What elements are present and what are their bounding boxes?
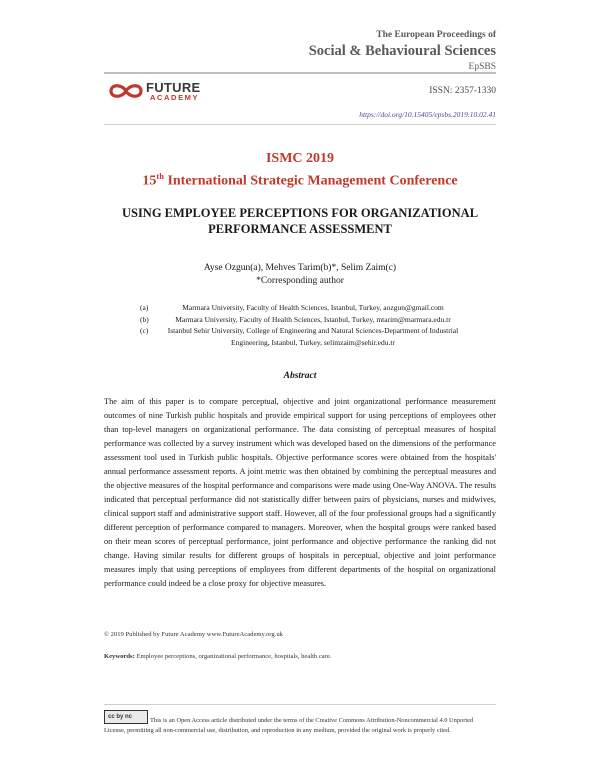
- affiliation-text: Istanbul Sehir University, College of Engineering and Natural Sciences-Department of Industrial Engineering, Istanbul, Turkey, selimzaim@sehir.edu.tr: [167, 326, 459, 347]
- footer-divider: [104, 704, 496, 705]
- infinity-icon: [108, 82, 144, 100]
- keywords: [104, 653, 332, 660]
- conference-name: International Strategic Management Conference: [167, 173, 458, 189]
- journal-name: Social & Behavioural Sciences: [308, 43, 496, 59]
- conference-title: [0, 171, 600, 190]
- journal-abbrev: EpSBS: [468, 62, 496, 72]
- conference-short: ISMC 2019: [265, 151, 335, 166]
- keywords-text: Employee perceptions, organizational performance, hospitals, health care.: [136, 653, 332, 660]
- conference-number: 15: [142, 173, 157, 189]
- author-names: Ayse Ozgun(a), Mehves Tarim(b)*, Selim Zaim(c): [203, 263, 397, 273]
- affiliation-label: (a): [140, 303, 149, 312]
- journal-header: [309, 30, 496, 72]
- paper-title-line-1: USING EMPLOYEE PERCEPTIONS FOR ORGANIZATIONAL: [121, 206, 479, 220]
- doi-link[interactable]: https://doi.org/10.15405/epsbs.2019.10.02.41: [359, 110, 496, 119]
- affiliation-text: Marmara University, Faculty of Health Sciences, Istanbul, Turkey, mtarim@marmara.edu.tr: [175, 314, 451, 324]
- authors: [0, 262, 600, 288]
- journal-line-1: The European Proceedings of: [376, 30, 496, 40]
- creative-commons-badge-icon: [104, 710, 148, 724]
- affiliation-b: [140, 314, 470, 326]
- affiliation-text: Marmara University, Faculty of Health Sciences, Istanbul, Turkey, aozgun@gmail.com: [182, 303, 444, 312]
- license-text: This is an Open Access article distributed under the terms of the Creative Commons Attribution-Noncommercial 4.0 Unported License, permitting all non-commercial use, distribution, and reproduction in any medium, provided the original work is properly cited.: [104, 717, 474, 734]
- affiliations: [140, 302, 470, 348]
- affiliation-label: (c): [140, 326, 149, 335]
- license-notice: [104, 710, 496, 736]
- logo-text-sub: ACADEMY: [150, 93, 200, 102]
- cc-badge-text: cc by nc: [108, 714, 133, 720]
- paper-title: [0, 205, 600, 237]
- paper-title-line-2: PERFORMANCE ASSESSMENT: [208, 222, 392, 236]
- abstract-body: The aim of this paper is to compare perceptual, objective and joint organizational performance measurement outcomes of nine Turkish public hospitals and provide empirical support for using perceptions of employees other than top-level managers on organizational performance. The data consisting of perceptual measures of hospital performance was collected by a survey instrument which was developed based on the dimensions of the performance assessment tool used in Turkish public hospitals. Objective performance scores were obtained from the hospitals' annual performance assessment reports. A joint metric was then obtained by combining the perceptual measures and the objective measures of the hospital performance and comparisons were made using One-Way ANOVA. The results indicated that perceptual performance did not statistically differ between pairs of physicians, nurses and midwives, clinical support staff and administrative support staff. However, all of the four professional groups had a significantly different perception of performance compared to managers. Moreover, when the hospital groups were ranked based on their mean scores of perceptual performance, joint performance and objective performance the ranking did not change. Having similar results for different groups of hospitals in perceptual, objective and joint performance measures imply that using perceptions of employees from different departments of the hospital on organizational performance could indeed be a close proxy for objective measures.: [104, 397, 496, 588]
- issn: ISSN: 2357-1330: [429, 86, 496, 96]
- affiliation-a: [140, 302, 470, 314]
- future-academy-logo: [108, 80, 228, 102]
- conference-ordinal: th: [156, 171, 164, 181]
- abstract-heading: Abstract: [283, 371, 317, 381]
- affiliation-label: (b): [140, 314, 149, 324]
- header-divider: [104, 72, 496, 74]
- keywords-label: Keywords:: [104, 653, 135, 660]
- corresponding-author: *Corresponding author: [256, 276, 344, 286]
- doi-divider: [104, 124, 496, 125]
- affiliation-c: [140, 325, 470, 348]
- logo-text-main: FUTURE: [146, 80, 201, 95]
- copyright-notice: © 2019 Published by Future Academy www.FutureAcademy.org.uk: [104, 631, 283, 638]
